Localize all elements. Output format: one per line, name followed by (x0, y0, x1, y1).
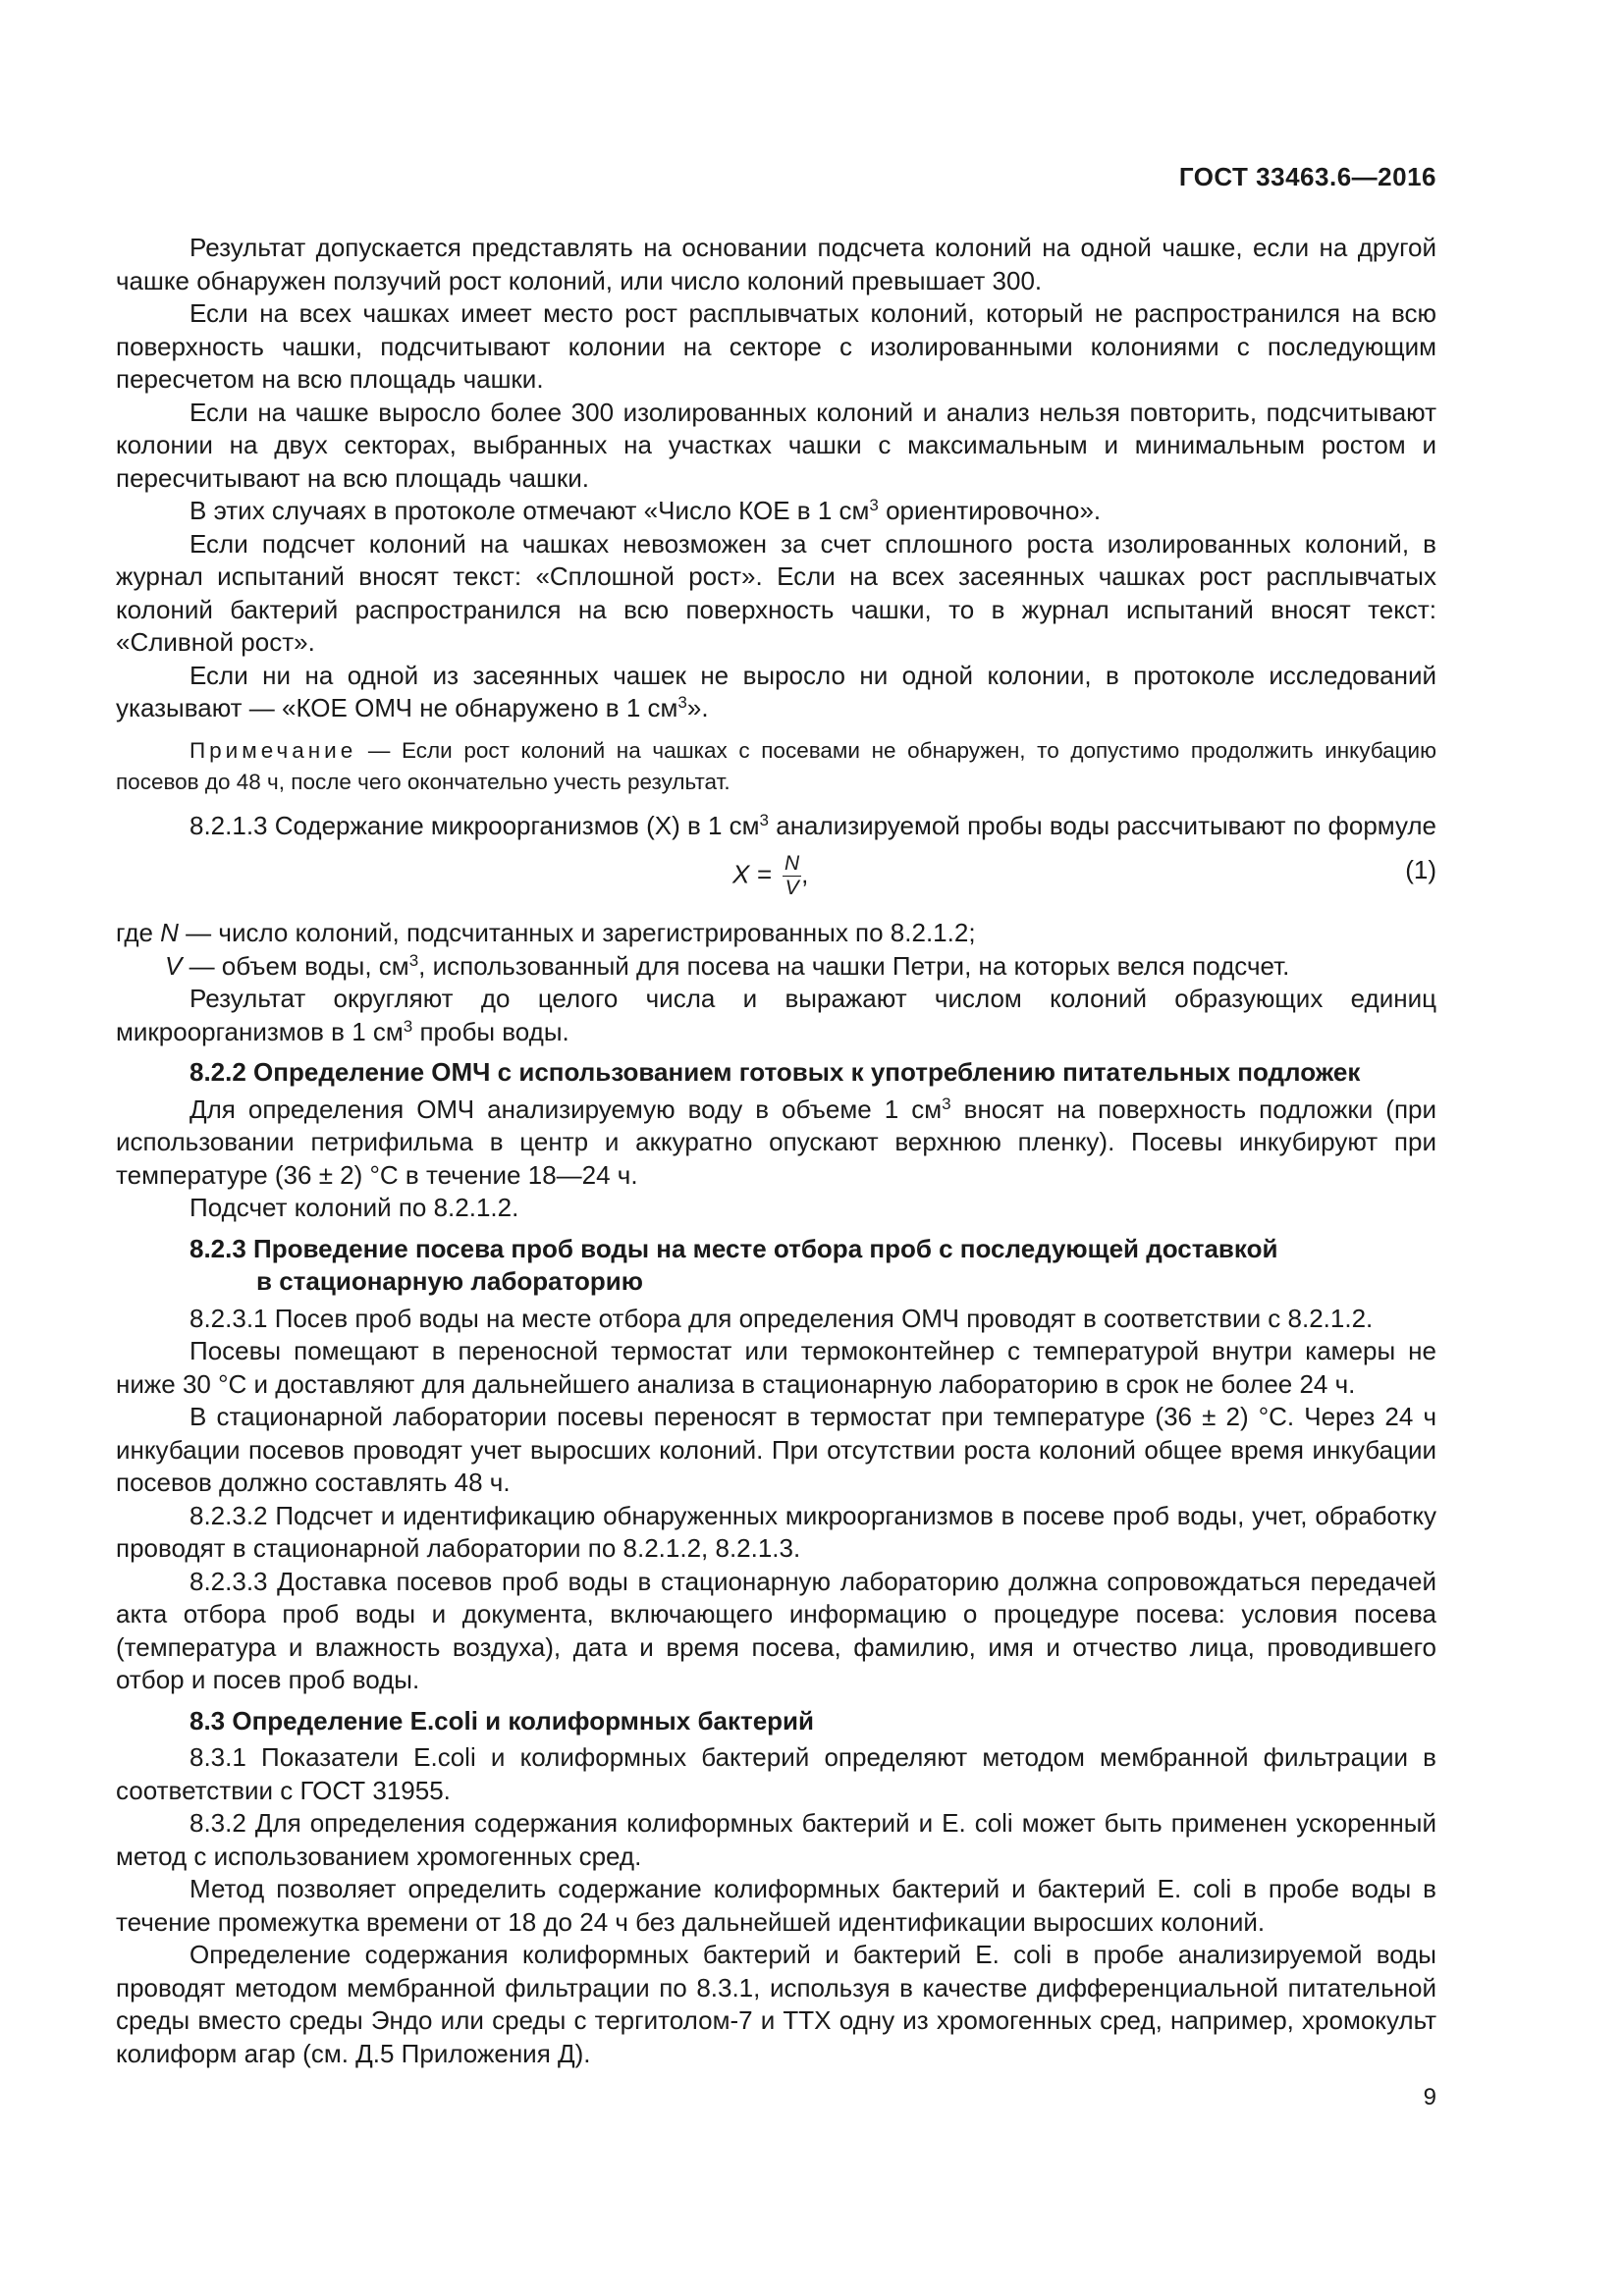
note-label: Примечание (189, 737, 357, 763)
paragraph: Если на всех чашках имеет место рост расплывчатых колоний, который не распространился на всю поверхность чашки, подсчитывают колонии на секторе с изолированными колониями с последующим пересчетом на всю площадь чашки. (116, 298, 1436, 394)
paragraph: Если подсчет колоний на чашках невозможен за счет сплошного роста изолированных колоний, в журнал испытаний вносят текст: «Сплошной рост». Если на всех засеянных чашках рост расплывчатых колоний бактерий распространился на всю поверхность чашки, то в журнал испытаний вносят текст: «Сливной рост». (116, 528, 1436, 657)
paragraph: Если на чашке выросло более 300 изолированных колоний и анализ нельзя повторить, подсчитывают колонии на двух секторах, выбранных на участках чашки с максимальным и минимальным ростом и пересчитывают на всю площадь чашки. (116, 397, 1436, 493)
formula: X = $\frac{N}{V}$ , (732, 852, 809, 899)
where-clause: V — объем воды, $см^3$, использованный для посева на чашки Петри, на которых велся подсчет. (165, 950, 1290, 981)
paragraph: Результат округляют до целого числа и выражают числом колоний образующих единиц микроорганизмов в 1 $см^3$ пробы воды. (116, 984, 1436, 1046)
section-heading-cont: в стационарную лабораторию (256, 1266, 643, 1296)
formula-number: (1) (1405, 855, 1436, 884)
paragraph: 8.2.3.1 Посев проб воды на месте отбора для определения ОМЧ проводят в соответствии с 8.2.1.2. (189, 1303, 1374, 1333)
paragraph: Если ни на одной из засеянных чашек не выросло ни одной колонии, в протоколе исследований указывают — «КОЕ ОМЧ не обнаружено в 1 $см^3$». (116, 660, 1436, 722)
paragraph: Для определения ОМЧ анализируемую воду в объеме 1 $см^3$ вносят на поверхность подложки (при использовании петрифильма в центр и аккуратно опускают верхнюю пленку). Посевы инкубируют при температуре (36 ± 2) °С в течение 18—24 ч. (116, 1094, 1437, 1190)
paragraph: 8.2.1.3 Содержание микроорганизмов (X) в 1 $см^3$ анализируемой пробы воды рассчитывают по формуле (189, 810, 1437, 840)
note: Примечание — Если рост колоний на чашках с посевами не обнаружен, то допустимо продолжить инкубацию посевов до 48 ч, после чего окончательно учесть результат. (116, 737, 1436, 794)
formula-block (116, 844, 1436, 911)
paragraph: Метод позволяет определить содержание колиформных бактерий и бактерий E. coli в пробе воды в течение промежутка времени от 18 до 24 ч без дальнейшей идентификации выросших колоний. (116, 1874, 1436, 1937)
section-heading: 8.2.3 Проведение посева проб воды на месте отбора проб с последующей доставкой (189, 1233, 1278, 1263)
section-heading: 8.2.2 Определение ОМЧ с использованием готовых к употреблению питательных подложек (189, 1057, 1361, 1087)
section-heading: 8.3 Определение E.coli и колиформных бактерий (189, 1705, 815, 1735)
where-clause: где N — число колоний, подсчитанных и зарегистрированных по 8.2.1.2; (116, 918, 976, 947)
paragraph: 8.3.2 Для определения содержания колиформных бактерий и E. coli может быть применен ускоренный метод с использованием хромогенных сред. (116, 1808, 1436, 1871)
paragraph: Определение содержания колиформных бактерий и бактерий E. coli в пробе анализируемой воды проводят методом мембранной фильтрации по 8.3.1, используя в качестве дифференциальной питательной среды вместо среды Эндо или среды с тергитолом-7 и ТТХ одну из хромогенных сред, например, хромокульт колиформ агар (см. Д.5 Приложения Д). (116, 1940, 1436, 2068)
paragraph: 8.2.3.3 Доставка посевов проб воды в стационарную лабораторию должна сопровождаться передачей акта отбора проб воды и документа, включающего информацию о процедуре посева: условия посева (температура и влажность воздуха), дата и время посева, фамилию, имя и отчество лица, проводившего отбор и посев проб воды. (116, 1566, 1436, 1694)
paragraph: В этих случаях в протоколе отмечают «Число КОЕ в 1 $см^3$ ориентировочно». (189, 496, 1102, 525)
paragraph: В стационарной лаборатории посевы переносят в термостат при температуре (36 ± 2) °С. Через 24 ч инкубации посевов проводят учет выросших колоний. При отсутствии роста колоний общее время инкубации посевов должно составлять 48 ч. (116, 1402, 1436, 1497)
paragraph: Подсчет колоний по 8.2.1.2. (189, 1193, 519, 1222)
paragraph: 8.2.3.2 Подсчет и идентификацию обнаруженных микроорганизмов в посеве проб воды, учет, обработку проводят в стационарной лаборатории по 8.2.1.2, 8.2.1.3. (116, 1500, 1436, 1563)
paragraph: 8.3.1 Показатели E.coli и колиформных бактерий определяют методом мембранной фильтрации в соответствии с ГОСТ 31955. (116, 1742, 1436, 1805)
paragraph: Посевы помещают в переносной термостат или термоконтейнер с температурой внутри камеры не ниже 30 °С и доставляют для дальнейшего анализа в стационарную лабораторию в срок не более 24 ч. (116, 1336, 1436, 1399)
document-header: ГОСТ 33463.6—2016 (1178, 162, 1436, 191)
page-number: 9 (1423, 2084, 1436, 2110)
paragraph: Результат допускается представлять на основании подсчета колоний на одной чашке, если на другой чашке обнаружен ползучий рост колоний, или число колоний превышает 300. (116, 233, 1436, 295)
document-body (116, 232, 1436, 2070)
